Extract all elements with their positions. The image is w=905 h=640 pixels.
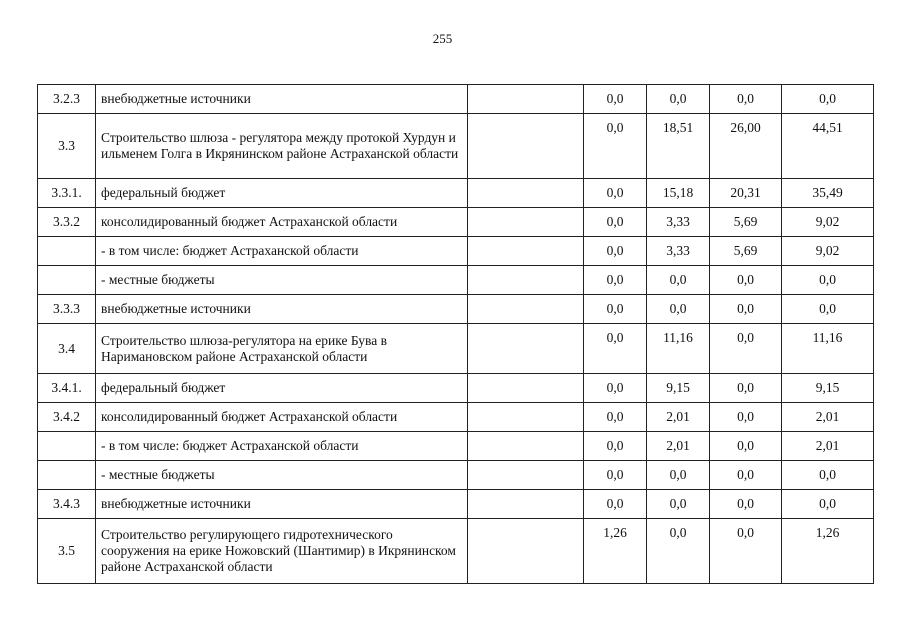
row-description: - местные бюджеты	[96, 266, 468, 295]
value-cell: 0,0	[584, 295, 647, 324]
empty-cell	[468, 490, 584, 519]
empty-cell	[468, 432, 584, 461]
value-cell: 0,0	[584, 490, 647, 519]
value-cell: 2,01	[782, 403, 874, 432]
value-cell: 0,0	[584, 266, 647, 295]
row-code: 3.3.2	[38, 208, 96, 237]
value-cell: 0,0	[647, 490, 710, 519]
row-description: Строительство шлюза - регулятора между протокой Хурдун и ильменем Голга в Икрянинском районе Астраханской области	[96, 114, 468, 179]
table-row	[38, 85, 874, 114]
value-cell: 9,15	[647, 374, 710, 403]
value-cell: 0,0	[782, 295, 874, 324]
row-description: Строительство шлюза-регулятора на ерике Бува в Наримановском районе Астраханской области	[96, 324, 468, 374]
value-cell: 0,0	[710, 374, 782, 403]
value-cell: 0,0	[710, 432, 782, 461]
row-code: 3.4.3	[38, 490, 96, 519]
table-row	[38, 432, 874, 461]
row-description: внебюджетные источники	[96, 490, 468, 519]
empty-cell	[468, 519, 584, 584]
empty-cell	[468, 85, 584, 114]
value-cell: 0,0	[782, 461, 874, 490]
value-cell: 3,33	[647, 237, 710, 266]
value-cell: 0,0	[584, 374, 647, 403]
empty-cell	[468, 208, 584, 237]
value-cell: 0,0	[584, 324, 647, 374]
value-cell: 0,0	[710, 519, 782, 584]
table-row	[38, 374, 874, 403]
value-cell: 5,69	[710, 237, 782, 266]
value-cell: 0,0	[710, 490, 782, 519]
table-row	[38, 266, 874, 295]
value-cell: 0,0	[647, 295, 710, 324]
row-code: 3.5	[38, 519, 96, 584]
empty-cell	[468, 461, 584, 490]
row-description: - местные бюджеты	[96, 461, 468, 490]
value-cell: 0,0	[710, 324, 782, 374]
table-row	[38, 237, 874, 266]
value-cell: 2,01	[647, 432, 710, 461]
value-cell: 0,0	[584, 114, 647, 179]
table-row	[38, 324, 874, 374]
row-description: внебюджетные источники	[96, 295, 468, 324]
table-row	[38, 490, 874, 519]
value-cell: 0,0	[647, 519, 710, 584]
row-description: консолидированный бюджет Астраханской области	[96, 403, 468, 432]
value-cell: 5,69	[710, 208, 782, 237]
value-cell: 0,0	[584, 208, 647, 237]
table-row	[38, 114, 874, 179]
value-cell: 15,18	[647, 179, 710, 208]
value-cell: 0,0	[584, 179, 647, 208]
empty-cell	[468, 179, 584, 208]
value-cell: 0,0	[782, 490, 874, 519]
value-cell: 3,33	[647, 208, 710, 237]
value-cell: 0,0	[584, 432, 647, 461]
table-row	[38, 461, 874, 490]
value-cell: 26,00	[710, 114, 782, 179]
row-code: 3.3.3	[38, 295, 96, 324]
table-row	[38, 295, 874, 324]
empty-cell	[468, 295, 584, 324]
row-description: Строительство регулирующего гидротехнического сооружения на ерике Ножовский (Шантимир) в Икрянинском районе Астраханской области	[96, 519, 468, 584]
row-code: 3.4.1.	[38, 374, 96, 403]
row-code: 3.3.1.	[38, 179, 96, 208]
row-code: 3.3	[38, 114, 96, 179]
value-cell: 18,51	[647, 114, 710, 179]
row-code: 3.2.3	[38, 85, 96, 114]
row-description: - в том числе: бюджет Астраханской области	[96, 432, 468, 461]
row-code	[38, 432, 96, 461]
value-cell: 0,0	[782, 266, 874, 295]
row-description: федеральный бюджет	[96, 179, 468, 208]
row-code: 3.4.2	[38, 403, 96, 432]
row-code	[38, 266, 96, 295]
row-description: консолидированный бюджет Астраханской области	[96, 208, 468, 237]
value-cell: 0,0	[647, 461, 710, 490]
table-row	[38, 403, 874, 432]
value-cell: 0,0	[584, 85, 647, 114]
empty-cell	[468, 266, 584, 295]
value-cell: 1,26	[782, 519, 874, 584]
value-cell: 0,0	[710, 295, 782, 324]
value-cell: 0,0	[710, 266, 782, 295]
budget-table	[37, 84, 874, 584]
value-cell: 0,0	[584, 461, 647, 490]
empty-cell	[468, 324, 584, 374]
value-cell: 2,01	[647, 403, 710, 432]
value-cell: 9,15	[782, 374, 874, 403]
empty-cell	[468, 374, 584, 403]
value-cell: 1,26	[584, 519, 647, 584]
value-cell: 0,0	[584, 237, 647, 266]
empty-cell	[468, 403, 584, 432]
value-cell: 0,0	[647, 266, 710, 295]
value-cell: 9,02	[782, 237, 874, 266]
value-cell: 9,02	[782, 208, 874, 237]
value-cell: 44,51	[782, 114, 874, 179]
row-description: федеральный бюджет	[96, 374, 468, 403]
value-cell: 0,0	[710, 85, 782, 114]
row-code: 3.4	[38, 324, 96, 374]
value-cell: 20,31	[710, 179, 782, 208]
value-cell: 0,0	[647, 85, 710, 114]
value-cell: 2,01	[782, 432, 874, 461]
row-description: внебюджетные источники	[96, 85, 468, 114]
value-cell: 0,0	[710, 403, 782, 432]
value-cell: 11,16	[647, 324, 710, 374]
table-row	[38, 519, 874, 584]
value-cell: 0,0	[584, 403, 647, 432]
value-cell: 11,16	[782, 324, 874, 374]
empty-cell	[468, 114, 584, 179]
row-description: - в том числе: бюджет Астраханской области	[96, 237, 468, 266]
page-number: 255	[432, 31, 453, 46]
table-row	[38, 179, 874, 208]
value-cell: 0,0	[710, 461, 782, 490]
row-code	[38, 237, 96, 266]
table-row	[38, 208, 874, 237]
value-cell: 0,0	[782, 85, 874, 114]
value-cell: 35,49	[782, 179, 874, 208]
empty-cell	[468, 237, 584, 266]
row-code	[38, 461, 96, 490]
